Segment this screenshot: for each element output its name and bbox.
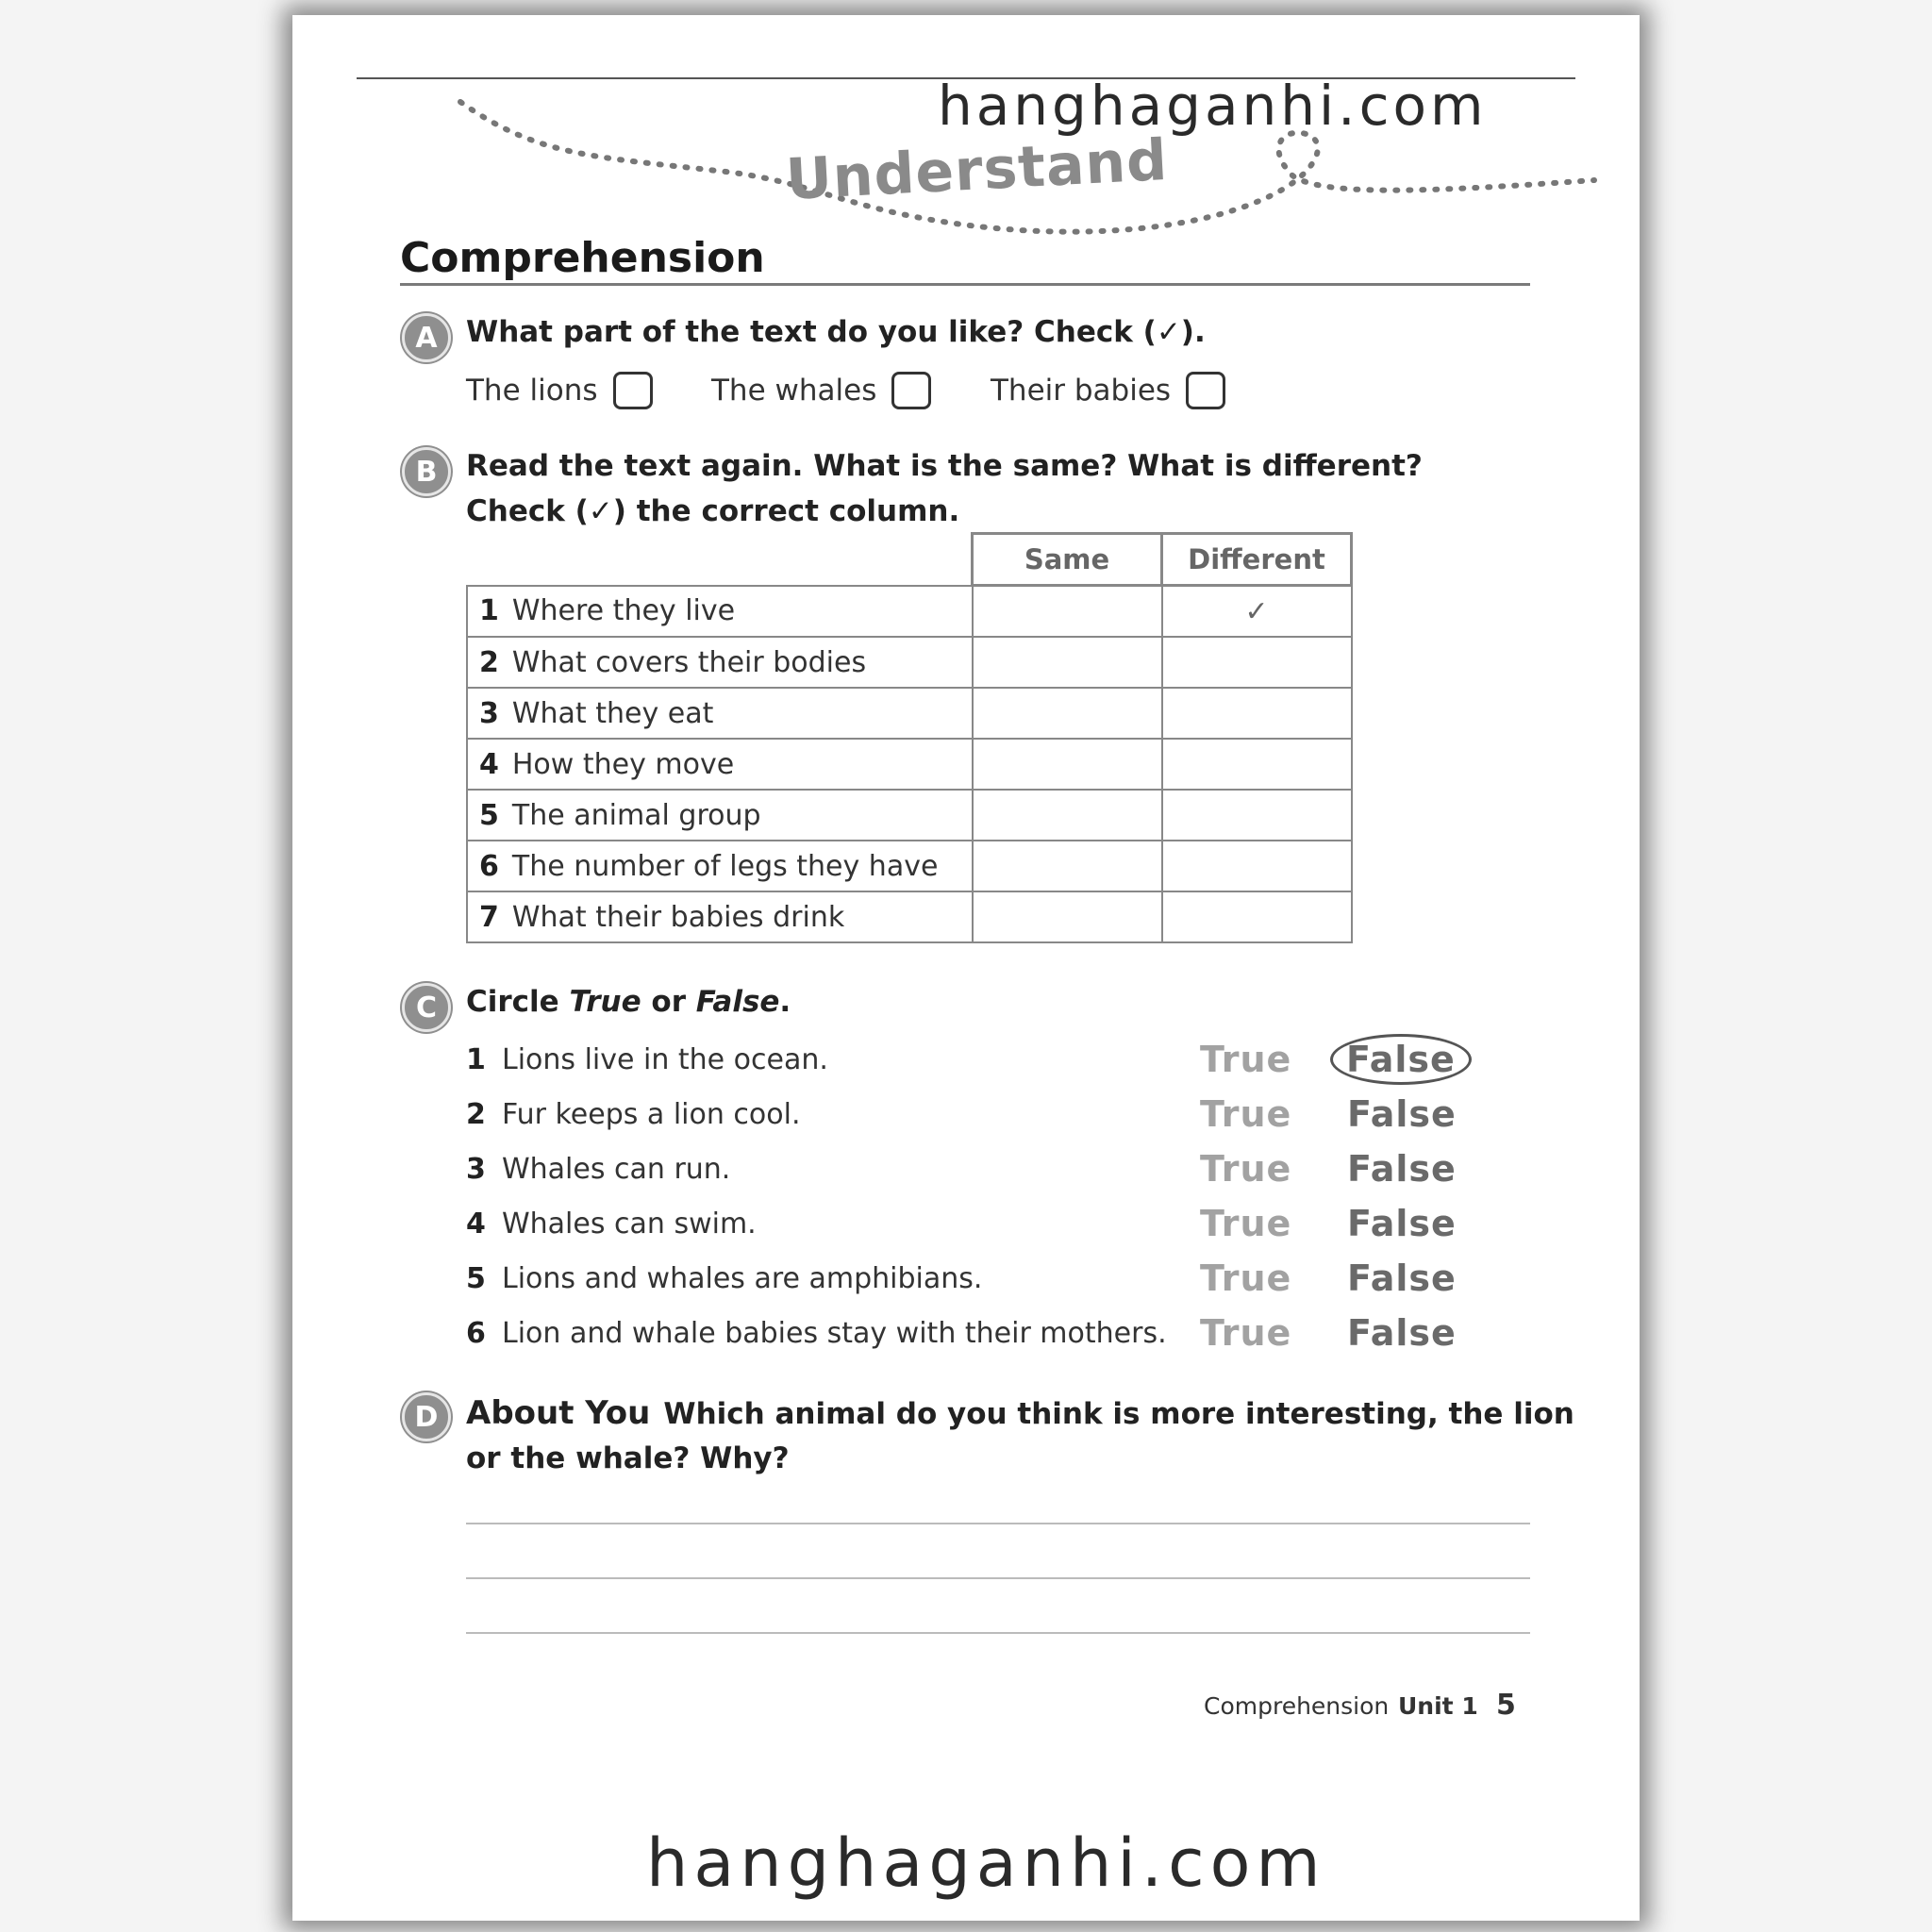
exercise-b-question-line1: Read the text again. What is the same? What is different? [466,449,1423,483]
option-babies [991,372,1225,409]
true-false-item [466,1032,1485,1087]
true-option[interactable]: True [1200,1312,1292,1354]
instruction-true: True [569,985,641,1019]
checkbox-babies[interactable] [1186,372,1225,409]
table-row [467,841,1352,891]
item-statement: Lions live in the ocean. [502,1042,828,1076]
item-statement: Whales can run. [502,1152,731,1186]
table-row [467,790,1352,841]
cell-different[interactable] [1162,891,1352,942]
row-label: What their babies drink [511,900,845,934]
checkbox-lions[interactable] [613,372,653,409]
cell-same[interactable] [973,688,1162,739]
watermark-bottom: hanghaganhi.com [646,1824,1326,1902]
item-statement: Whales can swim. [502,1207,757,1241]
cell-same[interactable] [973,841,1162,891]
true-option[interactable]: True [1200,1203,1292,1244]
checkbox-whales[interactable] [891,372,931,409]
row-number: 2 [479,645,499,679]
cell-same[interactable] [973,790,1162,841]
false-option[interactable]: False [1347,1203,1457,1244]
false-option-circled[interactable]: False [1330,1034,1472,1085]
item-number: 3 [466,1152,486,1186]
answer-line[interactable] [466,1577,1530,1579]
true-false-item [466,1306,1485,1360]
true-false-item [466,1251,1485,1306]
false-option[interactable]: False [1347,1257,1457,1299]
cell-different[interactable] [1162,841,1352,891]
section-rule [400,283,1530,286]
cell-different[interactable] [1162,790,1352,841]
about-you-heading: About You [466,1394,651,1432]
exercise-b-badge: B [402,447,451,496]
header-same: Same [973,534,1162,586]
cell-different[interactable] [1162,739,1352,790]
watermark-top: hanghaganhi.com [938,74,1488,138]
instruction-mid: or [641,985,696,1019]
answer-line[interactable] [466,1632,1530,1634]
page-number: 5 [1496,1689,1516,1722]
cell-different[interactable] [1162,637,1352,688]
false-option[interactable]: False [1347,1093,1457,1135]
item-number: 1 [466,1042,486,1076]
instruction-false: False [695,985,780,1019]
cell-same[interactable] [973,586,1162,638]
exercise-d-badge: D [402,1392,451,1441]
table-row [467,739,1352,790]
true-option[interactable]: True [1200,1093,1292,1135]
table-row [467,688,1352,739]
row-label: Where they live [511,594,736,628]
row-label: The animal group [511,798,761,832]
table-row [467,586,1352,638]
true-option[interactable]: True [1200,1039,1292,1080]
true-option[interactable]: True [1200,1257,1292,1299]
item-statement: Fur keeps a lion cool. [502,1097,801,1131]
cell-same[interactable] [973,891,1162,942]
row-label: What they eat [511,696,714,730]
row-label: How they move [511,747,735,781]
false-option[interactable]: False [1347,1148,1457,1190]
option-label: Their babies [991,374,1172,408]
row-label: What covers their bodies [511,645,867,679]
header-different: Different [1162,534,1352,586]
item-number: 5 [466,1261,486,1295]
exercise-c-badge: C [402,983,451,1032]
worksheet-page [292,15,1640,1921]
option-whales [711,372,931,409]
row-number: 1 [479,594,499,628]
option-lions [466,372,653,409]
item-number: 4 [466,1207,486,1241]
table-row [467,891,1352,942]
true-false-item [466,1087,1485,1141]
instruction-prefix: Circle [466,985,570,1019]
row-number: 5 [479,798,499,832]
true-false-item [466,1196,1485,1251]
section-title: Comprehension [400,234,765,282]
option-label: The lions [466,374,598,408]
item-statement: Lions and whales are amphibians. [502,1261,983,1295]
item-statement: Lion and whale babies stay with their mothers. [502,1316,1167,1350]
exercise-d-question-line1 [466,1394,1574,1432]
cell-different[interactable]: ✓ [1162,586,1352,638]
row-number: 3 [479,696,499,730]
same-different-table [466,532,1353,943]
exercise-c-instruction [466,985,791,1019]
row-label: The number of legs they have [511,849,939,883]
row-number: 4 [479,747,499,781]
cell-different[interactable] [1162,688,1352,739]
exercise-a-badge: A [402,313,451,362]
question-text: Which animal do you think is more interesting, the lion [663,1397,1574,1431]
cell-same[interactable] [973,739,1162,790]
option-label: The whales [711,374,877,408]
row-number: 7 [479,900,499,934]
true-option[interactable]: True [1200,1148,1292,1190]
row-number: 6 [479,849,499,883]
footer-section: Comprehension [1204,1692,1390,1720]
item-number: 2 [466,1097,486,1131]
item-number: 6 [466,1316,486,1350]
true-false-item [466,1141,1485,1196]
footer-unit: Unit 1 [1398,1692,1478,1720]
banner-label: Understand [784,126,1170,213]
exercise-b-question-line2: Check (✓) the correct column. [466,494,960,528]
exercise-d-question-line2: or the whale? Why? [466,1441,790,1475]
exercise-a-question: What part of the text do you like? Check (✓). [466,315,1206,349]
answer-line[interactable] [466,1523,1530,1524]
table-row [467,637,1352,688]
cell-same[interactable] [973,637,1162,688]
table-header-row [467,534,1352,586]
false-option[interactable]: False [1347,1312,1457,1354]
instruction-suffix: . [779,985,791,1019]
